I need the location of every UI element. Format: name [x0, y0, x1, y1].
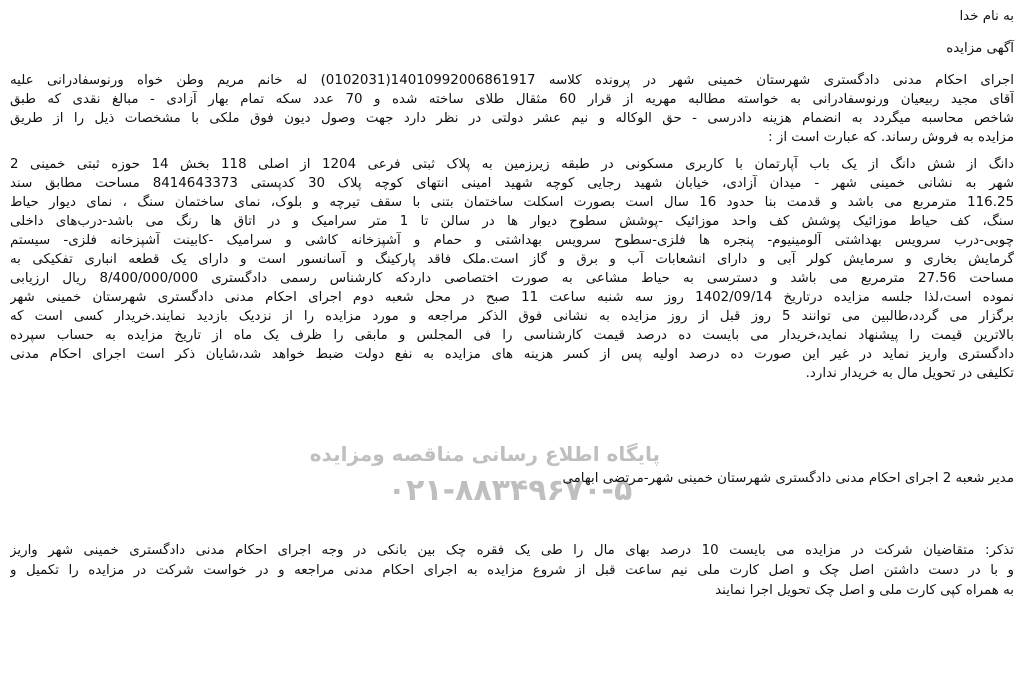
body-line: مساحت 27.56 مترمربع می باشد و دسترسی به حیاط مشاعی به صورت اختصاصی داردکه کارشناس رسمی دادگستری 8/400/000/000 ریال ارزیابی: [10, 271, 1014, 286]
body-line: برگزار می گردد،طالبین می توانند 5 روز قبل از روز مزایده به نشانی فوق الذکر مراجعه و مورد مزایده را از نزدیک بازدید نمایند.خریدار کسی است که: [10, 309, 1014, 324]
intro-line: آقای مجید ربیعیان ورنوسفادرانی به خواسته مطالبه مهریه از قرار 60 مثقال طلای ساخته شده و 70 عدد سکه تمام بهار آزادی - مبالغ نقدی که طبق: [10, 92, 1014, 107]
note-line: تذکر: متقاضیان شرکت در مزایده می بایست 10 درصد بهای مال را طی یک فقره چک بین بانکی در وجه اجرای احکام مدنی دادگستری خمینی شهر واریز: [10, 543, 1014, 558]
body-line: شهر به نشانی خمینی شهر - میدان آزادی، خیابان شهید رجایی کوچه شهید امینی انتهای کوچه پلاک 30 کدپستی 8414643373 مساحت مطابق سند: [10, 176, 1014, 191]
body-line: 116.25 مترمربع می باشد و قدمت بنا حدود 16 سال است بصورت اسکلت ساختمان بتنی با سقف تیرچه و بلوک، نمای ساختمان سنگ ، نمای دیوار حیاط: [10, 195, 1014, 210]
body-line: سنگ، کف حیاط موزائیک پوشش کف واحد موزائیک -پوشش سطوح دیوار ها در سالن تا 1 متر سرامیک و در اتاق ها رنگ می باشد-درب‌های داخلی: [10, 214, 1014, 229]
intro-line: اجرای احکام مدنی دادگستری شهرستان خمینی شهر در پرونده کلاسه 14010992006861917(0102031) له خانم مریم وطن خواه ورنوسفادرانی علیه: [10, 73, 1014, 88]
notice-title: آگهی مزایده: [946, 41, 1014, 56]
body-line: تکلیفی در تحویل مال به خریدار ندارد.: [805, 366, 1014, 381]
watermark-title: پایگاه اطلاع رسانی مناقصه ومزایده: [309, 442, 660, 466]
bismillah-heading: به نام خدا: [959, 9, 1014, 24]
body-line: دانگ از شش دانگ از یک باب آپارتمان با کاربری مسکونی در طبقه زیرزمین به پلاک ثبتی فرعی 1204 از اصلی 118 بخش 14 حوزه ثبتی خمینی 2: [10, 157, 1014, 172]
body-line: دادگستری واریز نماید در غیر این صورت ده درصد اولیه پس از کسر هزینه های مزایده به نفع دولت ضبط خواهد شد،شایان ذکر است اجرای احکام مدنی: [10, 347, 1014, 362]
intro-line: شاخص محاسبه میگردد به انضمام هزینه دادرسی - حق الوکاله و نیم عشر دولتی در نظر دارد جهت وصول دیون فوق ملکی با مشخصات ذیل را از طریق: [10, 111, 1014, 126]
note-line: و با در دست داشتن اصل چک و اصل کارت ملی نیم ساعت قبل از شروع مزایده به اجرای احکام مدنی مراجعه و در خواست شرکت در مزایده را تکمیل و: [10, 563, 1014, 578]
watermark-phone: ۰۲۱-۸۸۳۴۹۶۷۰-۵: [387, 473, 633, 508]
intro-line: مزایده به فروش رساند. که عبارت است از :: [768, 130, 1014, 145]
body-line: چوبی-درب سرویس بهداشتی آلومینیوم- پنجره ها فلزی-سطوح سرویس بهداشتی و حمام و آشپزخانه کاشی و سرامیک -کابینت آشپزخانه فلزی- سیستم: [10, 233, 1014, 248]
note-line: به همراه کپی کارت ملی و اصل چک تحویل اجرا نمایند: [715, 583, 1014, 598]
body-line: گرمایش بخاری و سرمایش کولر آبی و دارای انشعابات آب و برق و گاز است.ملک فاقد پارکینگ و آسانسور است و دارای یک قطعه انباری تفکیکی به: [10, 252, 1014, 267]
signature-line: مدیر شعبه 2 اجرای احکام مدنی دادگستری شهرستان خمینی شهر-مرتضی ابهامی: [562, 471, 1014, 486]
body-line: نموده است،لذا جلسه مزایده درتاریخ 1402/09/14 روز سه شنبه ساعت 11 صبح در محل شعبه دوم اجرای احکام مدنی دادگستری شهرستان خمینی شهر: [10, 290, 1014, 305]
body-line: بالاترین قیمت را پیشنهاد نماید،خریدار می بایست ده درصد قیمت کارشناسی را فی المجلس و مابقی را ظرف یک ماه از تاریخ مزایده به حساب سپرده: [10, 328, 1014, 343]
